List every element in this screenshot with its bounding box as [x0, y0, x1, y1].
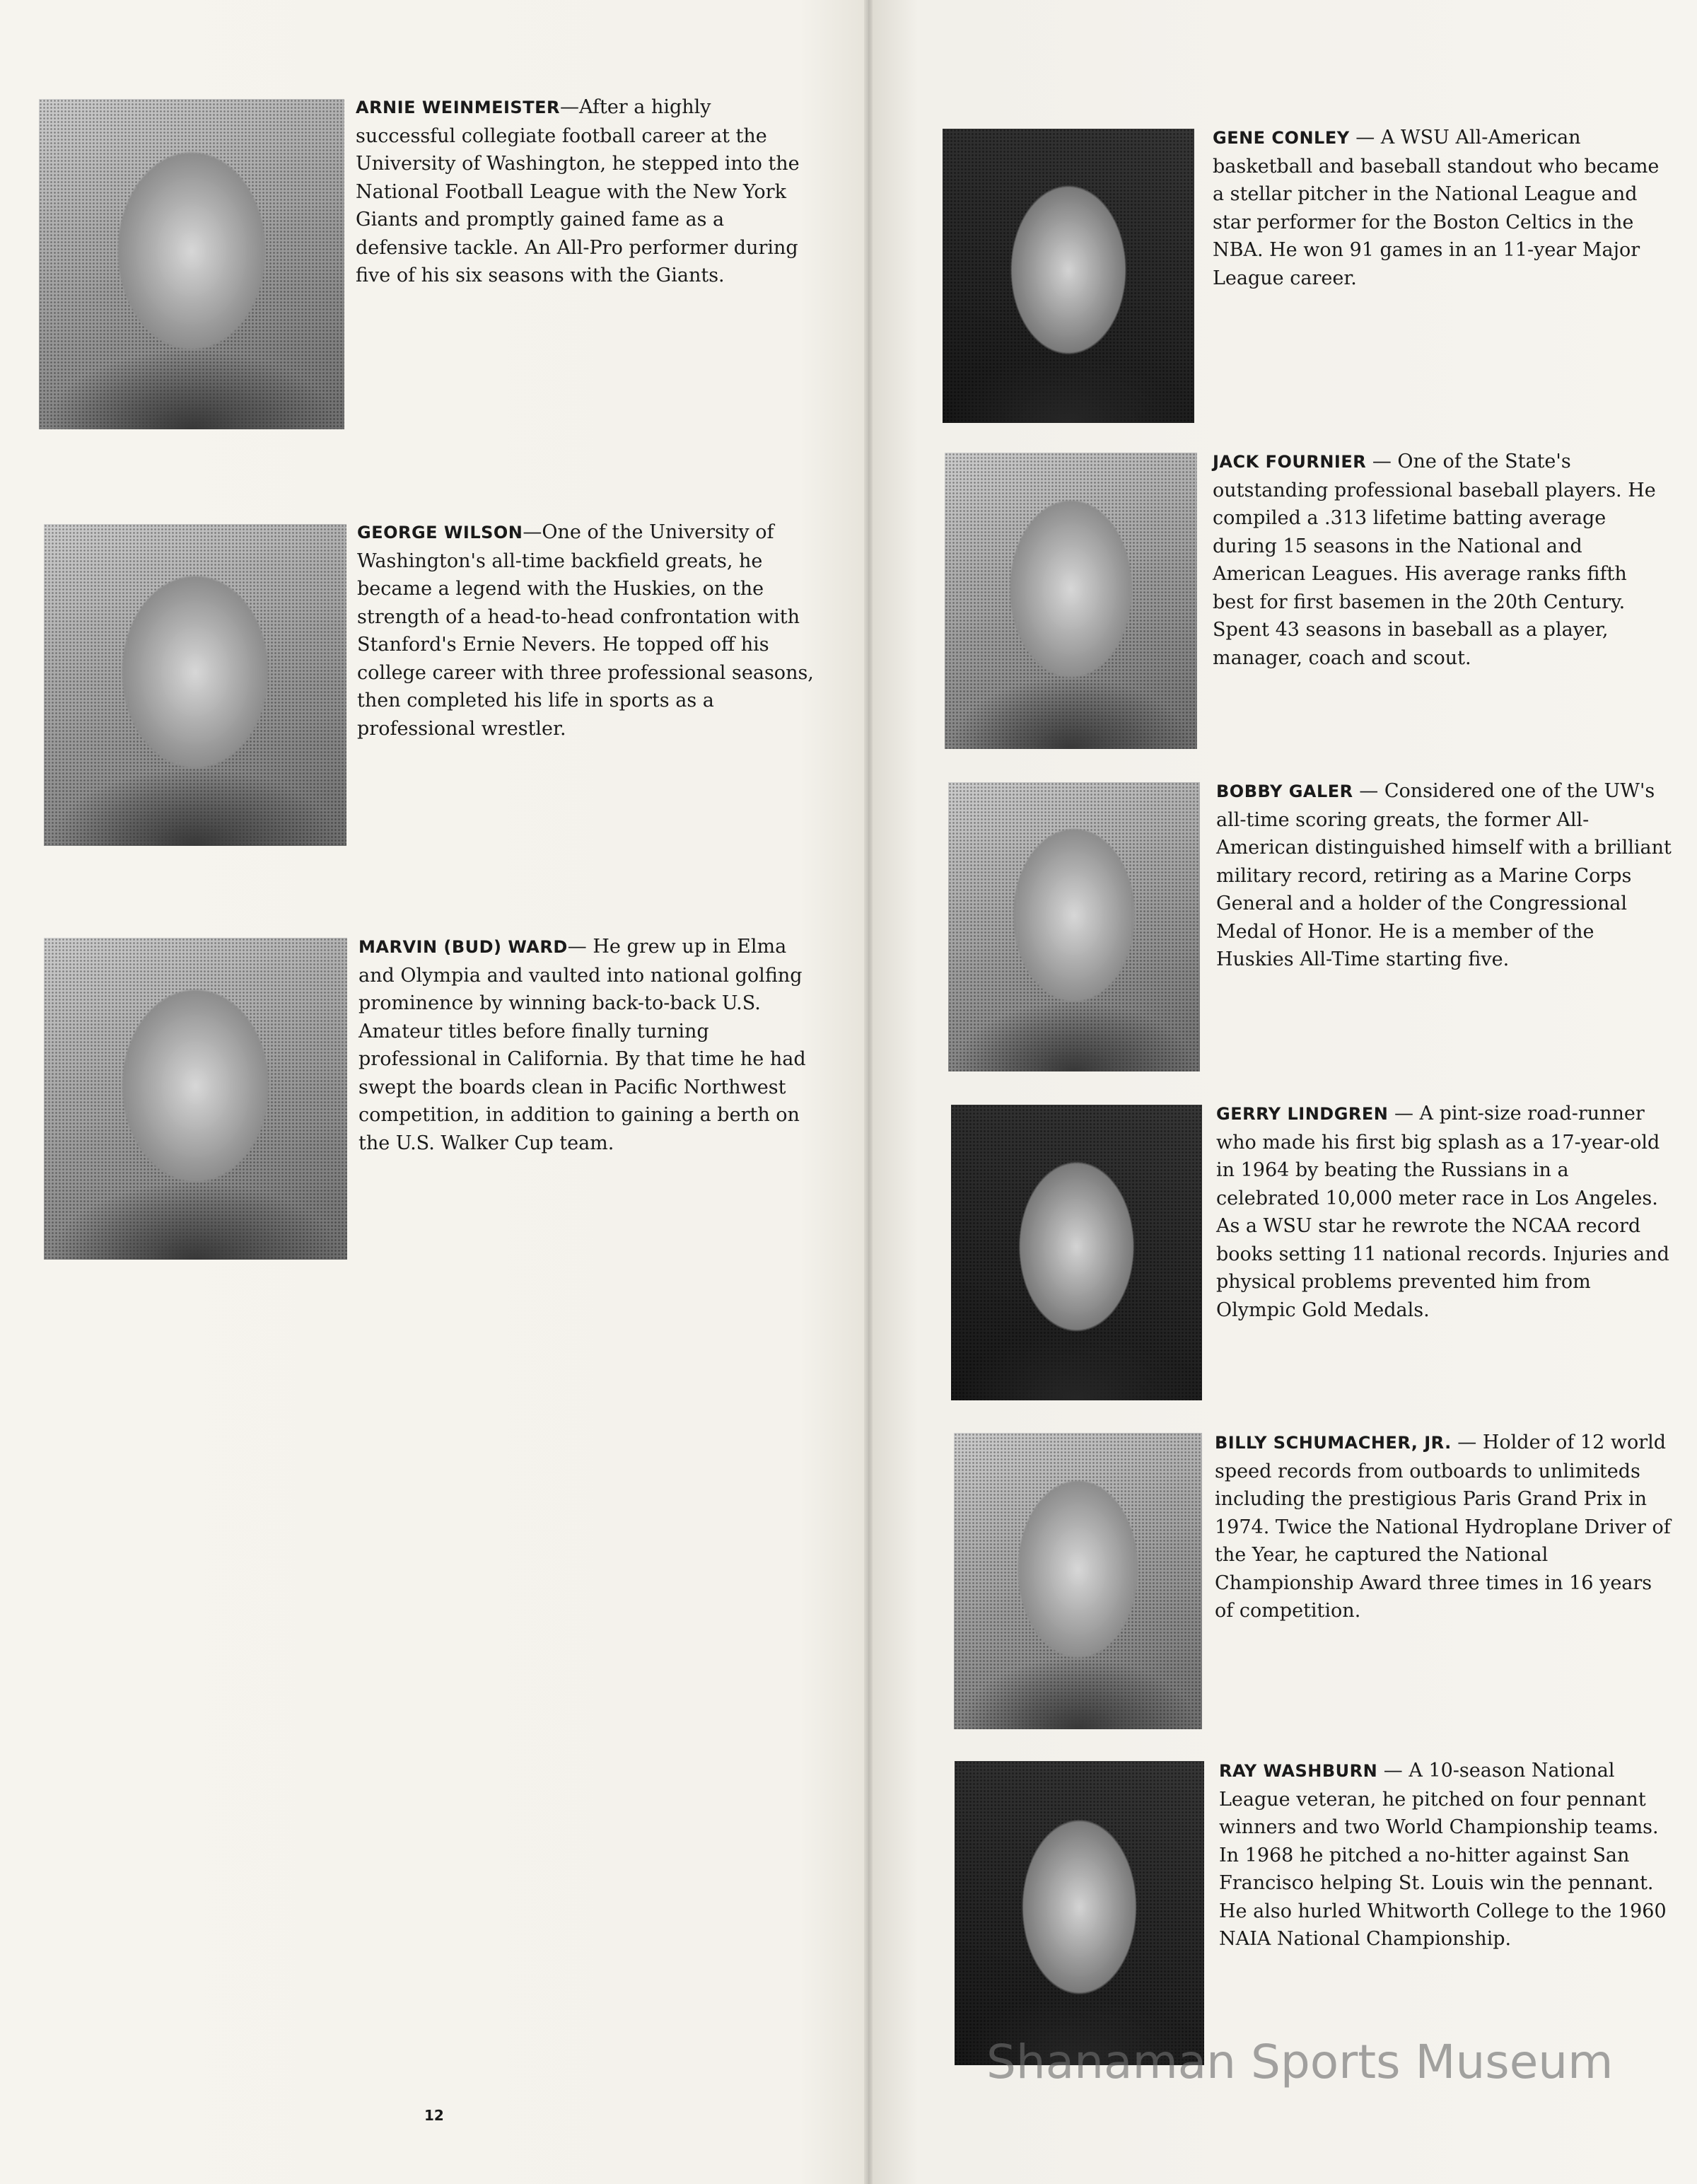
- name-separator: —: [1353, 780, 1384, 802]
- entry-text: [1219, 1757, 1675, 1953]
- name-separator: —: [1349, 127, 1381, 149]
- player-name: GERRY LINDGREN: [1216, 1104, 1389, 1124]
- name-separator: —: [559, 96, 579, 118]
- entry-text: [1213, 448, 1672, 672]
- entry-text: [1213, 124, 1672, 292]
- portrait-photo: [39, 99, 344, 429]
- name-separator: —: [1451, 1431, 1483, 1453]
- player-bio: Considered one of the UW's all-time scoring greats, the former All-American distinguished himself with a brilliant military record, retiring as a Marine Corps General and a holder of the Congressional Medal of Honor. He is a member of the Huskies All-Time starting five.: [1216, 780, 1672, 970]
- player-bio: A WSU All-American basketball and baseball standout who became a stellar pitcher in the National League and star performer for the Boston Celtics in the NBA. He won 91 games in an 11-year Major League career.: [1213, 127, 1660, 289]
- page-number: 12: [424, 2107, 444, 2124]
- entry-text: [1216, 1100, 1672, 1324]
- player-bio: Holder of 12 world speed records from outboards to unlimiteds including the prestigious Paris Grand Prix in 1974. Twice the National Hydroplane Driver of the Year, he captured the National Championship Award three times in 16 years of competition.: [1215, 1431, 1671, 1622]
- entry-text: [356, 93, 815, 290]
- portrait-photo: [44, 938, 347, 1260]
- portrait-photo: [943, 129, 1194, 423]
- player-bio: One of the University of Washington's all-time backfield greats, he became a legend with the Huskies, on the strength of a head-to-head confrontation with Stanford's Ernie Nevers. He topped off his college career with three professional seasons, then completed his life in sports as a professional wrestler.: [357, 521, 814, 740]
- player-name: JACK FOURNIER: [1213, 452, 1367, 472]
- portrait-photo: [954, 1433, 1202, 1729]
- player-name: BOBBY GALER: [1216, 782, 1353, 801]
- page-gutter: [864, 0, 873, 2184]
- portrait-photo: [955, 1761, 1204, 2065]
- portrait-photo: [951, 1105, 1202, 1400]
- player-name: MARVIN (BUD) WARD: [358, 937, 568, 957]
- player-name: BILLY SCHUMACHER, JR.: [1215, 1433, 1452, 1453]
- entry-text: [357, 518, 824, 743]
- player-name: GEORGE WILSON: [357, 523, 523, 542]
- player-name: GENE CONLEY: [1213, 128, 1350, 148]
- player-name: RAY WASHBURN: [1219, 1761, 1378, 1781]
- entry-text: [1216, 777, 1672, 974]
- entry-text: [358, 933, 818, 1157]
- name-separator: —: [523, 521, 542, 543]
- name-separator: —: [1388, 1103, 1420, 1125]
- player-name: ARNIE WEINMEISTER: [356, 98, 560, 117]
- entry-text: [1215, 1429, 1674, 1625]
- portrait-photo: [44, 524, 346, 846]
- name-separator: —: [1377, 1760, 1409, 1782]
- player-bio: A 10-season National League veteran, he pitched on four pennant winners and two World Championship teams. In 1968 he pitched a no-hitter against San Francisco helping St. Louis win the pennant. He also hurled Whitworth College to the 1960 NAIA National Championship.: [1219, 1760, 1667, 1950]
- museum-watermark: Shanaman Sports Museum: [986, 2035, 1614, 2089]
- player-bio: One of the State's outstanding professional baseball players. He compiled a .313 lifetime batting average during 15 seasons in the National and American Leagues. His average ranks fifth best for first basemen in the 20th Century. Spent 43 seasons in baseball as a player, manager, coach and scout.: [1213, 451, 1656, 669]
- player-bio: After a highly successful collegiate football career at the University of Washington, he stepped into the National Football League with the New York Giants and promptly gained fame as a defensive tackle. An All-Pro performer during five of his six seasons with the Giants.: [356, 96, 800, 286]
- name-separator: —: [567, 936, 593, 958]
- player-bio: A pint-size road-runner who made his first big splash as a 17-year-old in 1964 by beating the Russians in a celebrated 10,000 meter race in Los Angeles. As a WSU star he rewrote the NCAA record books setting 11 national records. Injuries and physical problems prevented him from Olympic Gold Medals.: [1216, 1103, 1669, 1321]
- name-separator: —: [1366, 451, 1398, 472]
- player-bio: He grew up in Elma and Olympia and vaulted into national golfing prominence by winning back-to-back U.S. Amateur titles before finally turning professional in California. By that time he had swept the boards clean in Pacific Northwest competition, in addition to gaining a berth on the U.S. Walker Cup team.: [358, 936, 806, 1154]
- portrait-photo: [945, 453, 1197, 749]
- portrait-photo: [948, 782, 1200, 1071]
